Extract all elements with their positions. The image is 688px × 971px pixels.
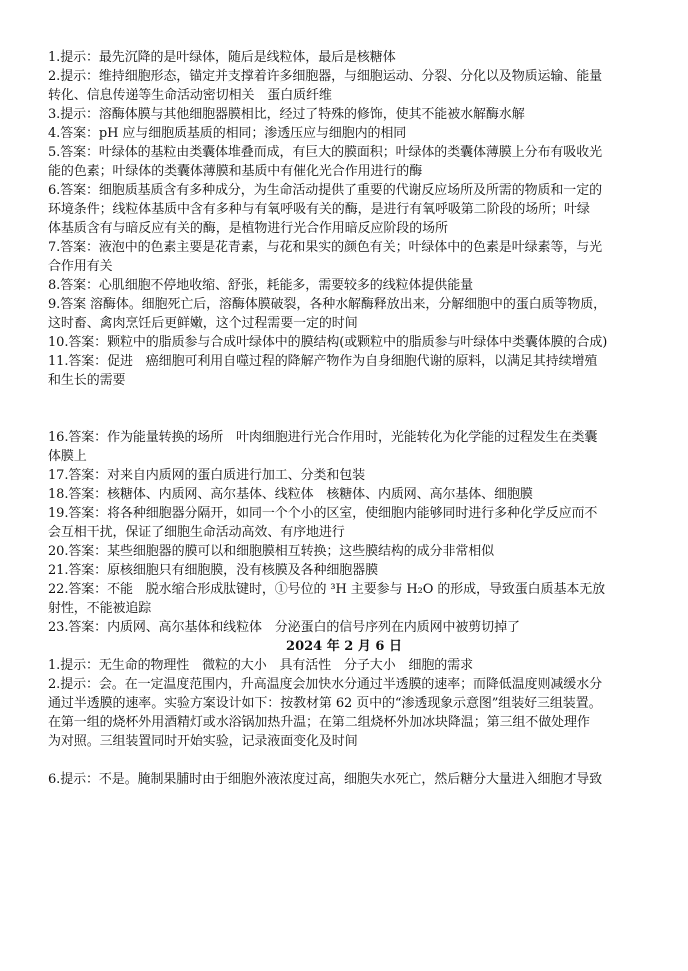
text-line: 20.答案：某些细胞器的膜可以和细胞膜相互转换；这些膜结构的成分非常相似: [48, 544, 495, 559]
text-line: 这时畜、禽肉烹饪后更鲜嫩，这个过程需要一定的时间: [48, 316, 358, 331]
text-line: 能的色素；叶绿体的类囊体薄膜和基质中有催化光合作用进行的酶: [48, 164, 423, 179]
text-line: 1.提示：无生命的物理性 微粒的大小 具有活性 分子大小 细胞的需求: [48, 658, 474, 673]
text-line: 通过半透膜的速率。实验方案设计如下：按教材第 62 页中的“渗透现象示意图”组装好三组装置。: [48, 696, 602, 711]
text-line: 6.答案：细胞质基质含有多种成分，为生命活动提供了重要的代谢反应场所及所需的物质和一定的: [48, 183, 603, 198]
text-line: 7.答案：液泡中的色素主要是花青素，与花和果实的颜色有关；叶绿体中的色素是叶绿素等，与光: [48, 240, 603, 255]
text-line: 射性，不能被追踪: [48, 601, 152, 616]
text-line: 23.答案：内质网、高尔基体和线粒体 分泌蛋白的信号序列在内质网中被剪切掉了: [48, 620, 520, 635]
text-line: 21.答案：原核细胞只有细胞膜，没有核膜及各种细胞器膜: [48, 563, 378, 578]
text-line: 4.答案：pH 应与细胞质基质的相同；渗透压应与细胞内的相同: [48, 126, 407, 141]
text-line: 11.答案：促进 癌细胞可利用自噬过程的降解产物作为自身细胞代谢的原料，以满足其持续增殖: [48, 354, 598, 369]
text-line: 16.答案：作为能量转换的场所 叶肉细胞进行光合作用时，光能转化为化学能的过程发生在类囊: [48, 430, 598, 445]
text-line: 6.提示：不是。腌制果脯时由于细胞外液浓度过高，细胞失水死亡，然后糖分大量进入细胞才导致: [48, 772, 603, 787]
date-heading: 2024 年 2 月 6 日: [286, 639, 402, 654]
text-line: 2.提示：会。在一定温度范围内，升高温度会加快水分通过半透膜的速率；而降低温度则减缓水分: [48, 677, 603, 692]
text-line: 和生长的需要: [48, 373, 126, 388]
text-line: 3.提示：溶酶体膜与其他细胞器膜相比，经过了特殊的修饰，使其不能被水解酶水解: [48, 107, 525, 122]
text-line: 10.答案：颗粒中的脂质参与合成叶绿体中的膜结构(或颗粒中的脂质参与叶绿体中类囊体膜的合成): [48, 335, 608, 350]
text-line: 为对照。三组装置同时开始实验，记录液面变化及时间: [48, 734, 358, 749]
text-line: 2.提示：维持细胞形态，锚定并支撑着许多细胞器，与细胞运动、分裂、分化以及物质运输、能量: [48, 69, 603, 84]
text-line: 1.提示：最先沉降的是叶绿体，随后是线粒体，最后是核糖体: [48, 50, 396, 65]
text-line: 18.答案：核糖体、内质网、高尔基体、线粒体 核糖体、内质网、高尔基体、细胞膜: [48, 487, 533, 502]
text-line: 19.答案：将各种细胞器分隔开，如同一个个小的区室，使细胞内能够同时进行多种化学反应而不: [48, 506, 598, 521]
text-line: 在第一组的烧杯外用酒精灯或水浴锅加热升温；在第二组烧杯外加冰块降温；第三组不做处理作: [48, 715, 590, 730]
text-line: 9.答案 溶酶体。细胞死亡后，溶酶体膜破裂，各种水解酶释放出来，分解细胞中的蛋白质等物质，: [48, 297, 607, 312]
text-line: 环境条件；线粒体基质中含有多种与有氧呼吸有关的酶，是进行有氧呼吸第二阶段的场所；叶绿: [48, 202, 590, 217]
text-line: 会互相干扰，保证了细胞生命活动高效、有序地进行: [48, 525, 345, 540]
text-line: 合作用有关: [48, 259, 113, 274]
text-line: 转化、信息传递等生命活动密切相关 蛋白质纤维: [48, 88, 332, 103]
text-line: 17.答案：对来自内质网的蛋白质进行加工、分类和包装: [48, 468, 366, 483]
text-line: 22.答案：不能 脱水缩合形成肽键时，①号位的 ³H 主要参与 H₂O 的形成，导致蛋白质基本无放: [48, 582, 606, 597]
text-line: 5.答案：叶绿体的基粒由类囊体堆叠而成，有巨大的膜面积；叶绿体的类囊体薄膜上分布有吸收光: [48, 145, 603, 160]
text-line: 体膜上: [48, 449, 87, 464]
text-line: 8.答案：心肌细胞不停地收缩、舒张，耗能多，需要较多的线粒体提供能量: [48, 278, 474, 293]
text-line: 体基质含有与暗反应有关的酶，是植物进行光合作用暗反应阶段的场所: [48, 221, 448, 236]
